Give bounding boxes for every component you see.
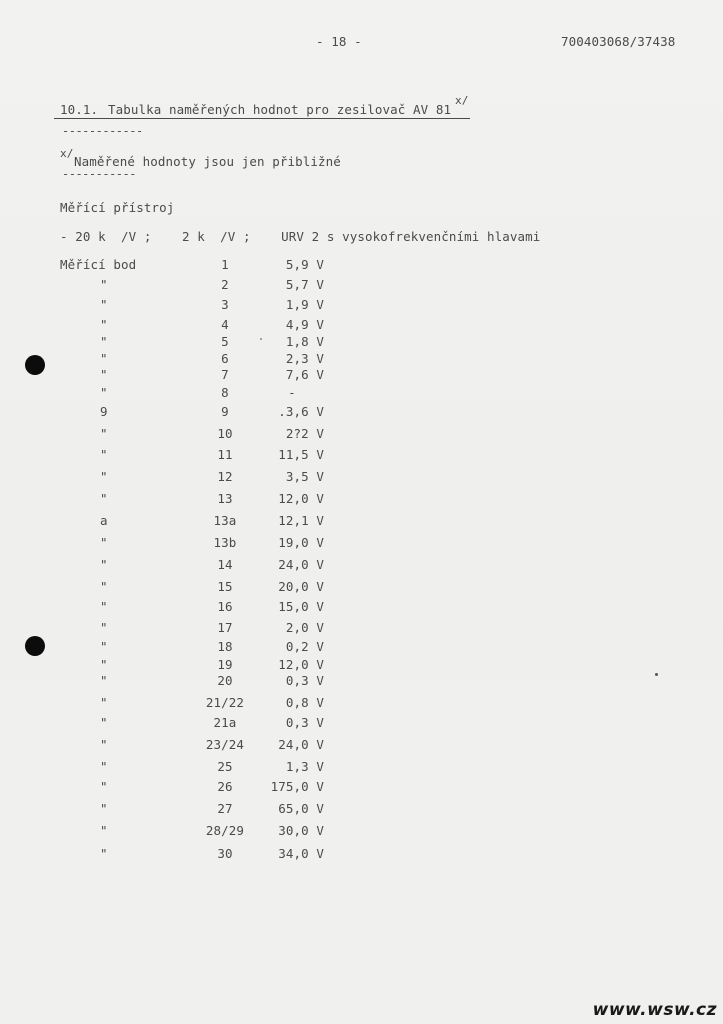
ditto-mark: a xyxy=(100,513,108,528)
point-number: 25 xyxy=(217,759,233,774)
point-number: 9 xyxy=(221,404,229,419)
ditto-mark: " xyxy=(100,599,108,614)
point-number: 8 xyxy=(221,385,229,400)
instrument-line: - 20 k /V ; 2 k /V ; URV 2 s vysokofrekvenčními hlavami xyxy=(60,229,541,244)
ditto-mark: " xyxy=(100,277,108,292)
footnote-dash-line: ----------- xyxy=(62,167,136,181)
voltage-value: 12,1 V xyxy=(278,513,324,528)
ditto-mark: " xyxy=(100,715,108,730)
measurement-point-label: Měřící bod xyxy=(60,257,137,272)
voltage-value: 3,5 V xyxy=(285,469,324,484)
ditto-mark: " xyxy=(100,447,108,462)
voltage-value: 11,5 V xyxy=(278,447,324,462)
ditto-mark: " xyxy=(100,367,108,382)
point-number: 27 xyxy=(217,801,233,816)
voltage-value: 175,0 V xyxy=(270,779,324,794)
point-number: 13a xyxy=(213,513,237,528)
punch-hole-top xyxy=(25,355,45,375)
instrument-label: Měřící přístroj xyxy=(60,200,175,215)
section-title-underline xyxy=(54,118,470,119)
ditto-mark: " xyxy=(100,639,108,654)
ditto-mark: " xyxy=(100,737,108,752)
voltage-value: 5,9 V xyxy=(285,257,324,272)
point-number: 23/24 xyxy=(205,737,245,752)
voltage-value: 0,8 V xyxy=(285,695,324,710)
ditto-mark: " xyxy=(100,620,108,635)
section-title-footnote-marker: x/ xyxy=(455,94,469,107)
footnote-text: Naměřené hodnoty jsou jen přibližné xyxy=(74,154,341,169)
ditto-mark: " xyxy=(100,801,108,816)
voltage-value: 30,0 V xyxy=(278,823,324,838)
point-number: 13 xyxy=(217,491,233,506)
ditto-mark: " xyxy=(100,823,108,838)
document-number: 700403068/37438 xyxy=(561,34,676,49)
voltage-value: 19,0 V xyxy=(278,535,324,550)
voltage-value: 1,3 V xyxy=(285,759,324,774)
ditto-mark: " xyxy=(100,846,108,861)
point-number: 21a xyxy=(213,715,237,730)
ditto-mark: " xyxy=(100,385,108,400)
ditto-mark: " xyxy=(100,426,108,441)
point-number: 4 xyxy=(221,317,229,332)
voltage-value: 65,0 V xyxy=(278,801,324,816)
ditto-mark: " xyxy=(100,535,108,550)
voltage-value: .3,6 V xyxy=(278,404,324,419)
point-number: 15 xyxy=(217,579,233,594)
page-number: - 18 - xyxy=(316,34,362,49)
ditto-mark: " xyxy=(100,334,108,349)
point-number: 18 xyxy=(217,639,233,654)
section-number: 10.1. xyxy=(60,102,99,117)
point-number: 7 xyxy=(221,367,229,382)
point-number: 5 xyxy=(221,334,229,349)
paper-speck xyxy=(655,673,658,676)
voltage-value: 2?2 V xyxy=(285,426,324,441)
point-number: 16 xyxy=(217,599,233,614)
paper-speck xyxy=(260,338,262,340)
point-number: 19 xyxy=(217,657,233,672)
voltage-value: 34,0 V xyxy=(278,846,324,861)
voltage-value: 1,8 V xyxy=(285,334,324,349)
voltage-value: 0,3 V xyxy=(285,673,324,688)
ditto-mark: " xyxy=(100,779,108,794)
point-number: 3 xyxy=(221,297,229,312)
ditto-mark: " xyxy=(100,317,108,332)
voltage-value: 12,0 V xyxy=(278,491,324,506)
voltage-value: 12,0 V xyxy=(278,657,324,672)
ditto-mark: " xyxy=(100,297,108,312)
ditto-mark: " xyxy=(100,491,108,506)
point-number: 6 xyxy=(221,351,229,366)
point-number: 26 xyxy=(217,779,233,794)
voltage-value: 2,3 V xyxy=(285,351,324,366)
voltage-value: 20,0 V xyxy=(278,579,324,594)
voltage-value: 5,7 V xyxy=(285,277,324,292)
ditto-mark: " xyxy=(100,759,108,774)
point-number: 20 xyxy=(217,673,233,688)
section-title: Tabulka naměřených hodnot pro zesilovač AV 81 xyxy=(108,102,452,117)
voltage-value: 4,9 V xyxy=(285,317,324,332)
voltage-value: 24,0 V xyxy=(278,557,324,572)
voltage-value: 0,3 V xyxy=(285,715,324,730)
ditto-mark: " xyxy=(100,673,108,688)
voltage-value: 15,0 V xyxy=(278,599,324,614)
ditto-mark: " xyxy=(100,469,108,484)
ditto-mark: " xyxy=(100,657,108,672)
voltage-value: 7,6 V xyxy=(285,367,324,382)
point-number: 11 xyxy=(217,447,233,462)
point-number: 30 xyxy=(217,846,233,861)
point-number: 1 xyxy=(221,257,229,272)
punch-hole-bottom xyxy=(25,636,45,656)
voltage-value: 0,2 V xyxy=(285,639,324,654)
section-dash-line: ------------ xyxy=(62,124,143,138)
footnote-marker: x/ xyxy=(60,147,74,160)
website-watermark: www.wsw.cz xyxy=(592,1000,717,1020)
point-number: 10 xyxy=(217,426,233,441)
point-number: 14 xyxy=(217,557,233,572)
point-number: 17 xyxy=(217,620,233,635)
ditto-mark: 9 xyxy=(100,404,108,419)
ditto-mark: " xyxy=(100,579,108,594)
voltage-value: 24,0 V xyxy=(278,737,324,752)
ditto-mark: " xyxy=(100,351,108,366)
ditto-mark: " xyxy=(100,695,108,710)
point-number: 28/29 xyxy=(205,823,245,838)
point-number: 21/22 xyxy=(205,695,245,710)
point-number: 2 xyxy=(221,277,229,292)
point-number: 13b xyxy=(213,535,237,550)
ditto-mark: " xyxy=(100,557,108,572)
point-number: 12 xyxy=(217,469,233,484)
voltage-value: 1,9 V xyxy=(285,297,324,312)
voltage-value: - xyxy=(288,385,296,400)
voltage-value: 2,0 V xyxy=(285,620,324,635)
